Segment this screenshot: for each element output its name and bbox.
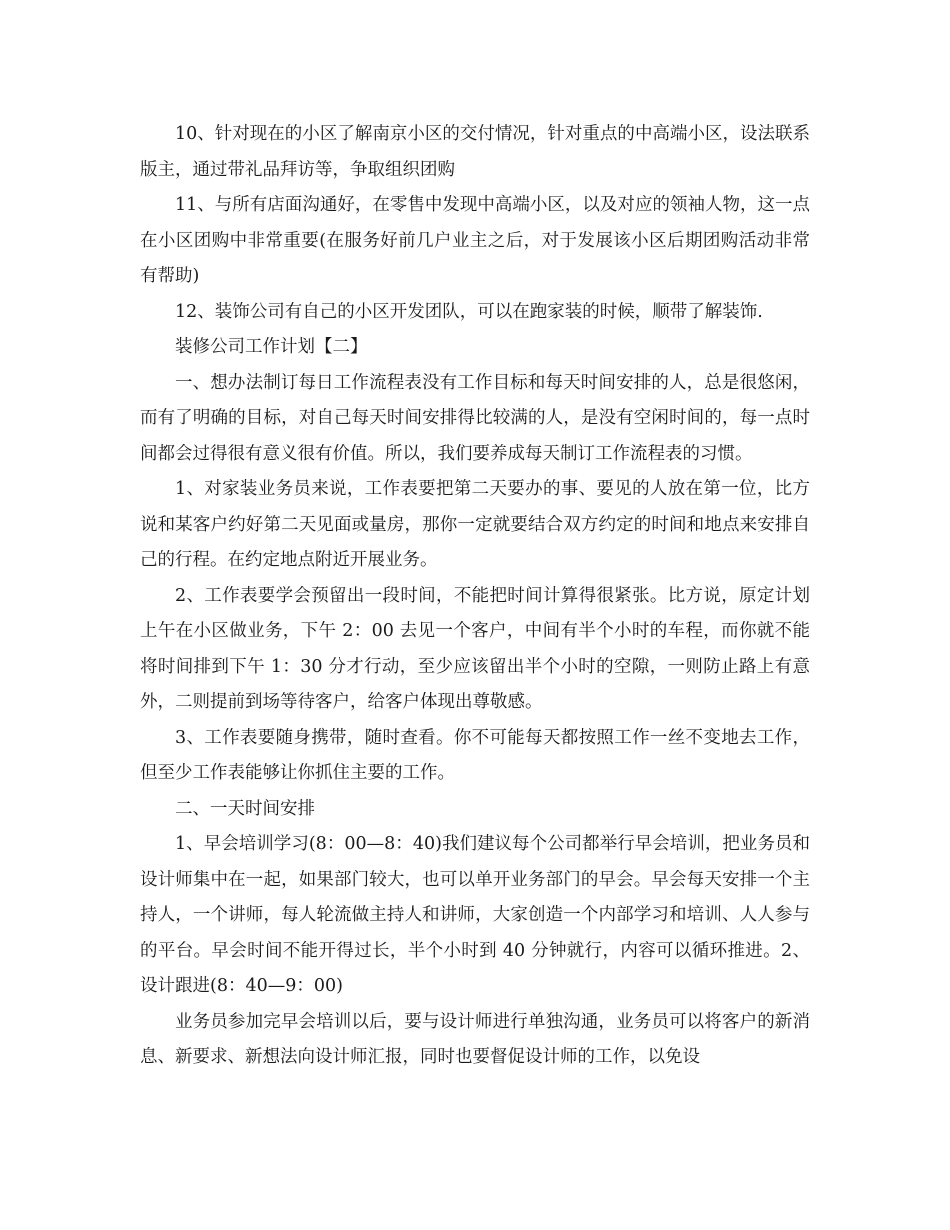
paragraph-item-11: 11、与所有店面沟通好，在零售中发现中高端小区，以及对应的领袖人物，这一点在小区团购中非常重要(在服务好前几户业主之后，对于发展该小区后期团购活动非常有帮助) <box>140 195 810 286</box>
paragraph-daily-workflow: 一、想办法制订每日工作流程表没有工作目标和每天时间安排的人，总是很悠闲，而有了明确的目标，对自己每天时间安排得比较满的人，是没有空闲时间的，每一点时间都会过得很有意义很有价值。所以，我们要养成每天制订工作流程表的习惯。 <box>140 372 810 464</box>
paragraph-worklist-1: 1、对家装业务员来说，工作表要把第二天要办的事、要见的人放在第一位，比方说和某客户约好第二天见面或量房，那你一定就要结合双方约定的时间和地点来安排自己的行程。在约定地点附近开展业务。 <box>140 479 810 570</box>
paragraph-item-12: 12、装饰公司有自己的小区开发团队，可以在跑家装的时候，顺带了解装饰. <box>175 301 763 322</box>
section-heading-daily-schedule: 二、一天时间安排 <box>175 798 315 819</box>
paragraph-morning-meeting: 1、早会培训学习(8：00—8：40)我们建议每个公司都举行早会培训，把业务员和设计师集中在一起，如果部门较大，也可以单开业务部门的早会。早会每天安排一个主持人，一个讲师，每人轮流做主持人和讲师，大家创造一个内部学习和培训、人人参与的平台。早会时间不能开得过长，半个小时到 40 分钟就行，内容可以循环推进。2、设计跟进(8：40—9：00) <box>140 834 810 996</box>
paragraph-item-10: 10、针对现在的小区了解南京小区的交付情况，针对重点的中高端小区，设法联系版主，通过带礼品拜访等，争取组织团购 <box>140 124 810 180</box>
document-body <box>140 117 810 1076</box>
paragraph-design-followup: 业务员参加完早会培训以后，要与设计师进行单独沟通，业务员可以将客户的新消息、新要求、新想法向设计师汇报，同时也要督促设计师的工作，以免设 <box>140 1011 810 1067</box>
section-heading-plan-two: 装修公司工作计划【二】 <box>175 337 368 357</box>
paragraph-worklist-3: 3、工作表要随身携带，随时查看。你不可能每天都按照工作一丝不变地去工作，但至少工作表能够让你抓住主要的工作。 <box>140 727 810 783</box>
paragraph-worklist-2: 2、工作表要学会预留出一段时间，不能把时间计算得很紧张。比方说，原定计划上午在小区做业务，下午 2：00 去见一个客户，中间有半个小时的车程，而你就不能将时间排到下午 1：30 分才行动，至少应该留出半个小时的空隙，一则防止路上有意外，二则提前到场等待客户，给客户体现出尊敬感。 <box>140 585 810 712</box>
